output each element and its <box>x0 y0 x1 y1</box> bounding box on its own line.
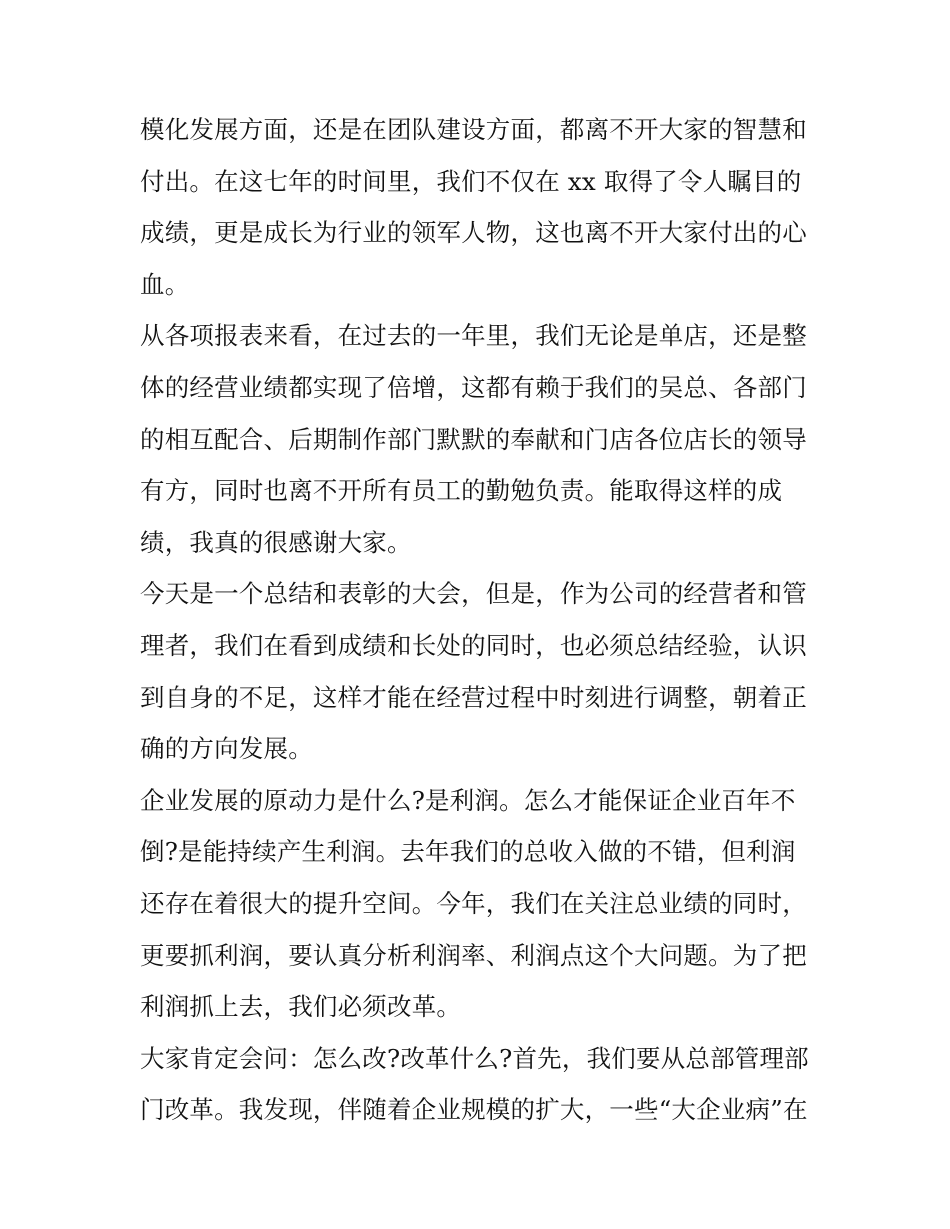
text-line: 模化发展方面，还是在团队建设方面，都离不开大家的智慧和 <box>140 115 807 144</box>
text-line: 体的经营业绩都实现了倍增，这都有赖于我们的吴总、各部门 <box>140 372 807 402</box>
text-line: 门改革。我发现，伴随着企业规模的扩大，一些“大企业病”在 <box>140 1095 808 1125</box>
text-line: 血。 <box>140 269 190 299</box>
text-line: 倒?是能持续产生利润。去年我们的总收入做的不错，但利润 <box>140 837 796 867</box>
document-body <box>140 104 820 1136</box>
text-line: 付出。在这七年的时间里，我们不仅在 xx 取得了令人瞩目的 <box>140 166 802 196</box>
text-line: 的相互配合、后期制作部门默默的奉献和门店各位店长的领导 <box>140 424 807 454</box>
text-line: 到自身的不足，这样才能在经营过程中时刻进行调整，朝着正 <box>140 682 807 712</box>
text-line: 今天是一个总结和表彰的大会，但是，作为公司的经营者和管 <box>140 579 807 609</box>
text-line: 利润抓上去，我们必须改革。 <box>140 992 462 1022</box>
text-line: 从各项报表来看，在过去的一年里，我们无论是单店，还是整 <box>140 321 807 351</box>
text-line: 理者，我们在看到成绩和长处的同时，也必须总结经验，认识 <box>140 630 807 660</box>
text-line: 成绩，更是成长为行业的领军人物，这也离不开大家付出的心 <box>140 218 807 248</box>
text-line: 企业发展的原动力是什么?是利润。怎么才能保证企业百年不 <box>140 785 796 815</box>
text-line: 大家肯定会问：怎么改?改革什么?首先，我们要从总部管理部 <box>140 1043 809 1073</box>
text-line: 有方，同时也离不开所有员工的勤勉负责。能取得这样的成 <box>140 476 783 506</box>
text-line: 还存在着很大的提升空间。今年，我们在关注总业绩的同时， <box>140 888 807 918</box>
text-line: 更要抓利润，要认真分析利润率、利润点这个大问题。为了把 <box>140 940 807 970</box>
text-line: 绩，我真的很感谢大家。 <box>140 527 412 557</box>
text-line: 确的方向发展。 <box>140 734 313 764</box>
